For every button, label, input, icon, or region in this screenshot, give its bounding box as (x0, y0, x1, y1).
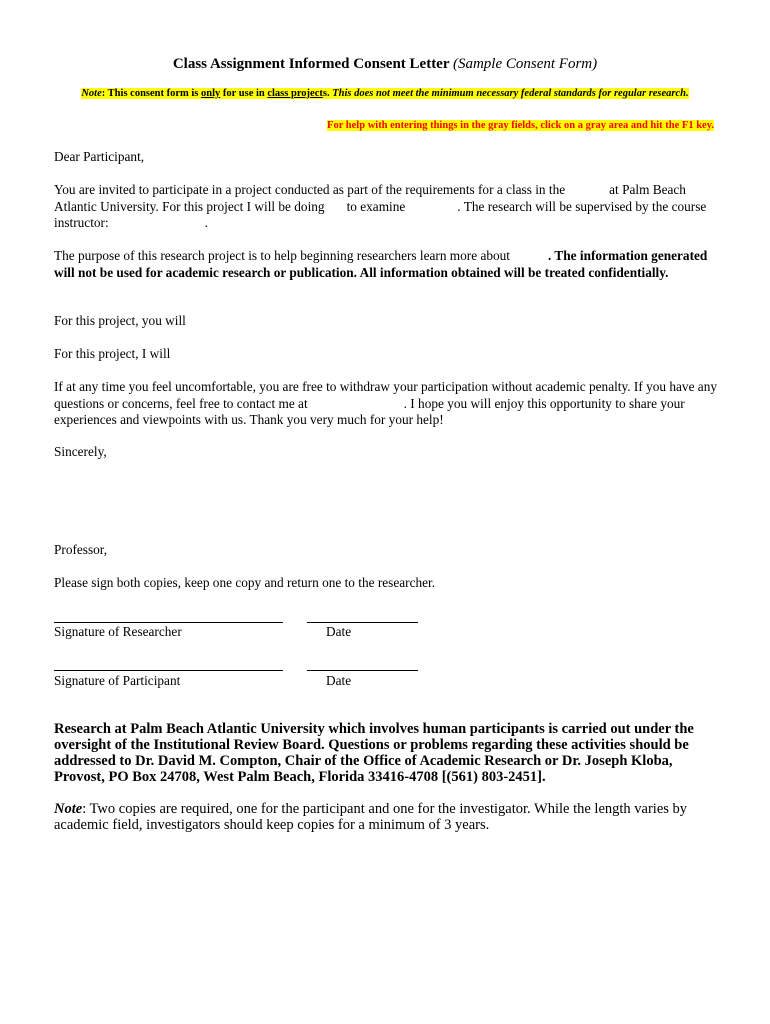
researcher-date-line[interactable] (307, 622, 418, 623)
copies-note-text: : Two copies are required, one for the participant and one for the investigator. While the length varies by academic field, investigators should keep copies for a minimum of 3 years. (54, 801, 688, 833)
copies-note (54, 801, 724, 833)
note-class-projects: class projec (267, 88, 320, 99)
p3-text: For this project, you will (54, 313, 186, 328)
document-title (0, 56, 770, 73)
copies-note-label: Note (54, 801, 83, 817)
p1-text: at Palm Beach Atlantic University. For this project I will be doing (54, 182, 686, 214)
p2-text: The purpose of this research project is to help beginning researchers learn more about (54, 248, 510, 263)
paragraph-purpose (54, 248, 719, 281)
p4-text: For this project, I will (54, 346, 171, 361)
p1-text: to examine (346, 198, 406, 214)
participant-signature-label: Signature of Participant (54, 673, 181, 688)
note-emphasis: This does not meet the minimum necessary federal standards for regular research. (332, 88, 689, 99)
p1-text: . (204, 215, 208, 230)
title-main: Class Assignment Informed Consent Letter (172, 56, 450, 72)
note-class-projects: t (319, 88, 323, 99)
paragraph-withdraw (54, 379, 719, 429)
paragraph-i-will (54, 346, 719, 363)
participant-date-label: Date (326, 673, 352, 688)
p2-bold: . The information generated will not be used for academic research or publication (54, 248, 708, 280)
paragraph-you-will (54, 313, 719, 330)
researcher-signature-label: Signature of Researcher (54, 624, 182, 639)
researcher-signature-line[interactable] (54, 622, 283, 623)
participant-signature-line[interactable] (54, 670, 283, 671)
note-text: : This consent form is (101, 88, 202, 99)
note-text: s. (322, 88, 333, 99)
participant-date-line[interactable] (307, 670, 418, 671)
greeting: Dear Participant, (54, 149, 145, 164)
professor-line: Professor, (54, 542, 108, 557)
usage-note (0, 88, 770, 99)
p2-bold: . All information obtained will be treated confidentially. (353, 264, 669, 280)
help-banner: For help with entering things in the gray fields, click on a gray area and hit the F1 key. (327, 120, 714, 131)
p1-text: . The research will be supervised by the course instructor: (54, 198, 707, 230)
note-text: for use in (220, 88, 268, 99)
p5-text: If at any time you feel uncomfortable, you are free to withdraw your participation without academic penalty. If you have any questions or concerns, feel free to contact me at (54, 379, 717, 411)
p5-text: . I hope you will enjoy this opportunity to share your experiences and viewpoints with us. Thank you very much for your help! (54, 395, 685, 427)
closing: Sincerely, (54, 444, 107, 459)
irb-statement: Research at Palm Beach Atlantic University which involves human participants is carried out under the oversight of the Institutional Review Board. Questions or problems regarding these activities should be addressed to Dr. David M. Compton, Chair of the Office of Academic Research or Dr. Joseph Kloba, Provost, PO Box 24708, West Palm Beach, Florida 33416-4708 [(561) 803-2451]. (54, 721, 694, 785)
title-subtitle: (Sample Consent Form) (452, 56, 598, 72)
p1-text: You are invited to participate in a project conducted as part of the requirements for a class in the (54, 182, 566, 197)
paragraph-invitation (54, 182, 719, 232)
sign-instruction: Please sign both copies, keep one copy and return one to the researcher. (54, 575, 436, 590)
researcher-date-label: Date (326, 624, 352, 639)
note-only: only (201, 88, 221, 99)
note-label: Note (81, 88, 102, 99)
